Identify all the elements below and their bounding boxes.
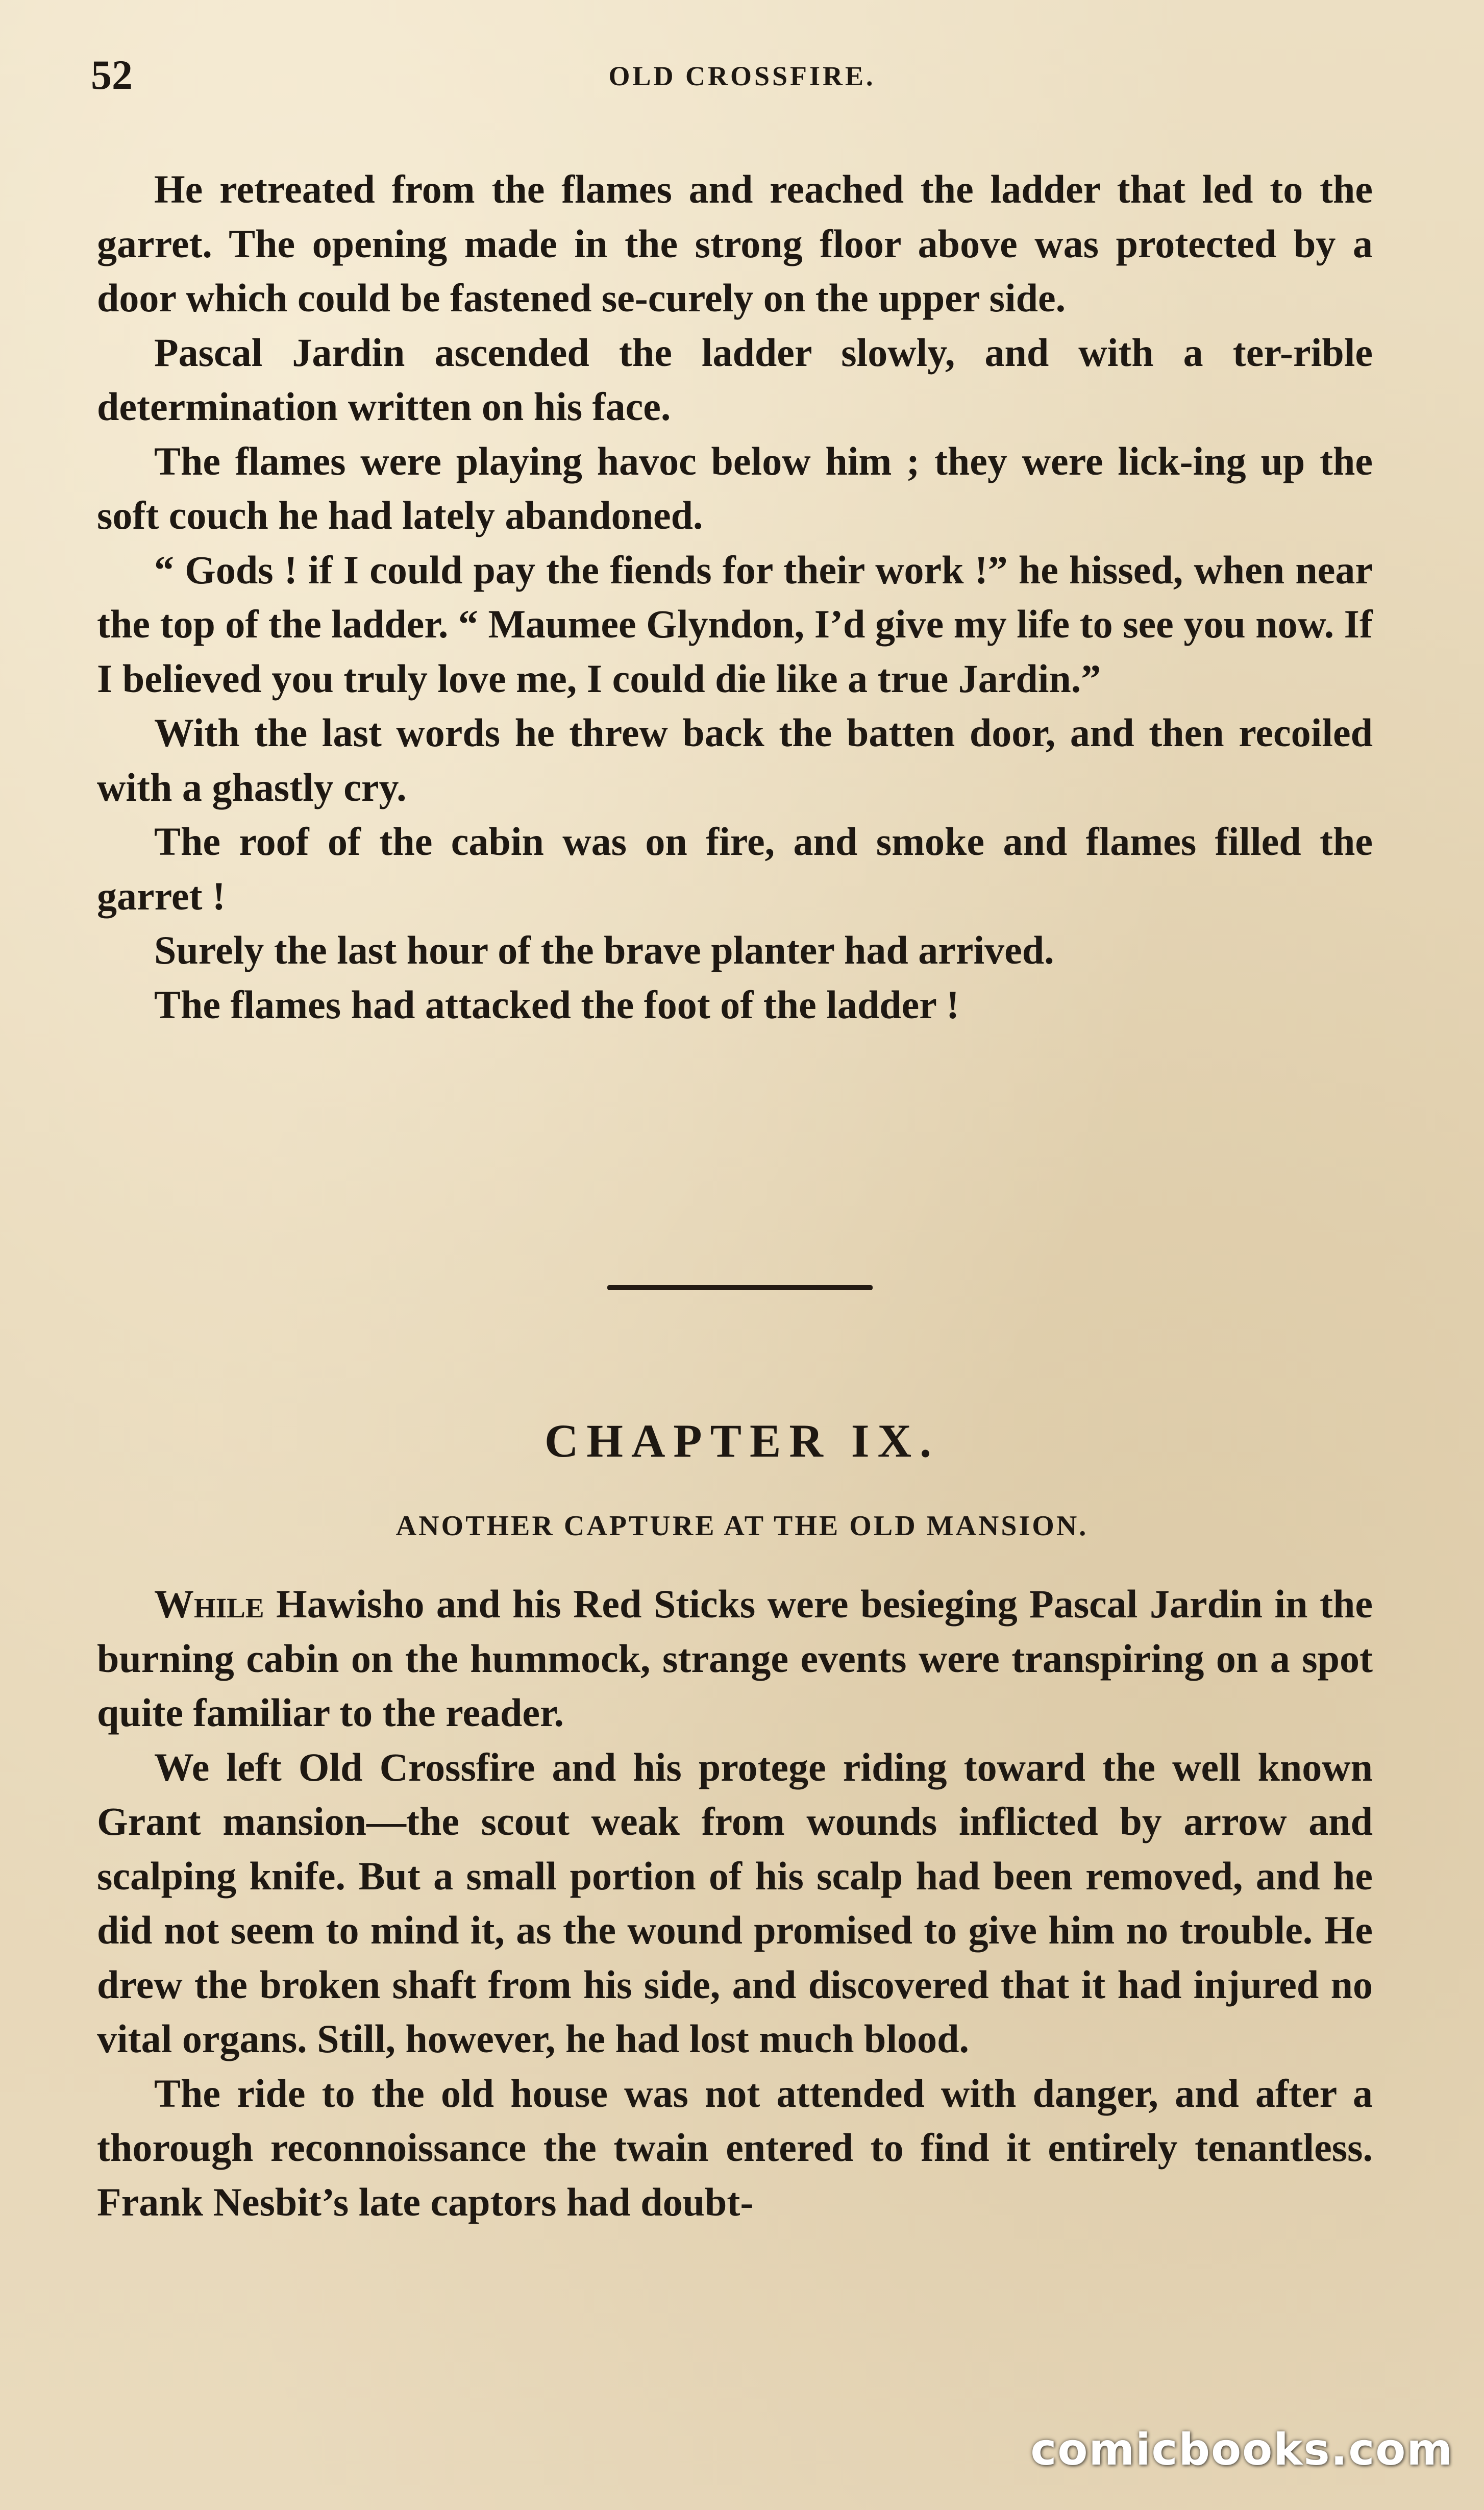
running-head: OLD CROSSFIRE.: [608, 61, 876, 91]
paragraph: Surely the last hour of the brave planter had arrived.: [154, 928, 1054, 972]
previous-chapter-text: [97, 162, 1373, 1032]
paragraph: Pascal Jardin ascended the ladder slowly, and with a ter-rible determination written on his face.: [97, 330, 1373, 429]
paragraph: We left Old Crossfire and his protege riding toward the well known Grant mansion—the scout weak from wounds inflicted by arrow and scalping knife. But a small portion of his scalp had been removed, and he did not seem to mind it, as the wound promised to give him no trouble. He drew the broken shaft from his side, and discovered that it had injured no vital organs. Still, however, he had lost much blood.: [97, 1744, 1373, 2061]
paragraph: With the last words he threw back the batten door, and then recoiled with a ghastly cry.: [97, 710, 1373, 809]
paragraph: He retreated from the flames and reached the ladder that led to the garret. The opening made in the strong floor above was protected by a door which could be fastened se-curely on the upper side.: [97, 167, 1373, 320]
opening-paragraph-text: Hawisho and his Red Sticks were besieging Pascal Jardin in the burning cabin on the hummock, strange events were transpiring on a spot quite familiar to the reader.: [97, 1582, 1373, 1735]
chapter-text: [97, 1577, 1373, 2229]
page-number: 52: [91, 52, 133, 98]
paragraph: The flames were playing havoc below him ; they were lick-ing up the soft couch he had lately abandoned.: [97, 438, 1373, 537]
chapter-subtitle: ANOTHER CAPTURE AT THE OLD MANSION.: [395, 1510, 1089, 1542]
paragraph: The flames had attacked the foot of the ladder !: [154, 982, 959, 1027]
chapter-title: CHAPTER IX.: [544, 1415, 940, 1467]
section-divider-rule: [607, 1285, 873, 1290]
paragraph: The roof of the cabin was on fire, and smoke and flames filled the garret !: [97, 819, 1373, 918]
watermark-logo: comicbooks.com: [1030, 2424, 1453, 2475]
opening-paragraph: [97, 1577, 1373, 1740]
paragraph: The ride to the old house was not attended with danger, and after a thorough reconnoissance the twain entered to find it entirely tenantless. Frank Nesbit’s late captors had doubt-: [97, 2071, 1373, 2224]
paragraph: “ Gods ! if I could pay the fiends for their work !” he hissed, when near the top of the ladder. “ Maumee Glyndon, I’d give my life to see you now. If I believed you truly love me, I could die like a true Jardin.”: [97, 547, 1373, 701]
opening-word: While: [154, 1582, 264, 1626]
